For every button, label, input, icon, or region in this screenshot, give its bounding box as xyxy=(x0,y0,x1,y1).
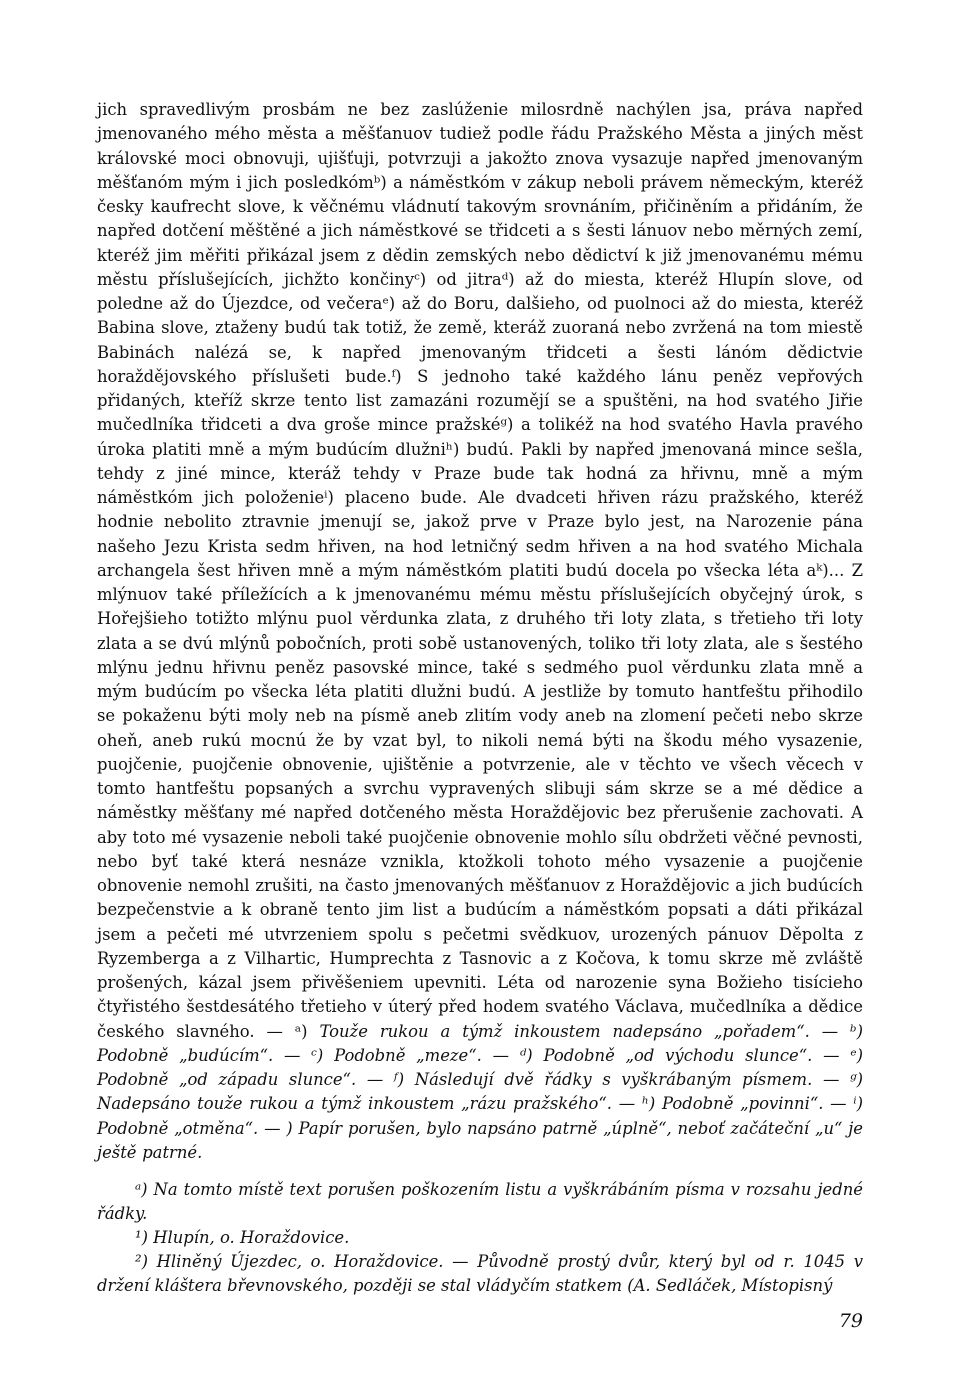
main-paragraph xyxy=(97,98,863,1165)
footnotes xyxy=(97,1178,863,1298)
footnote-a: ᵃ) Na tomto místě text porušen poškozením listu a vyškrábáním písma v rozsahu jedné řádky. xyxy=(97,1180,863,1223)
footnote-1: ¹) Hlupín, o. Horaždovice. xyxy=(135,1228,350,1247)
main-text-body: jich spravedlivým prosbám ne bez zaslúženie milosrdně nachýlen jsa, práva napřed jmenovaného mého města a měšťanuov tudiež podle řádu Pražského Města a jiných měst královské moci obnovuji, ujišťuji, potvrzuji a jakožto znova vysazuje napřed jmenovaným měšťanóm mým i jich posledkómᵇ) a náměstkóm v zákup neboli právem německým, kteréž česky kaufrecht slove, k věčnému vládnutí takovým srovnáním, přičiněním a přidáním, že napřed dotčení měštěné a jich náměstkové se třidceti a s šesti lánuov nebo měrných zemí, kteréž jim měřiti přikázal jsem z dědin zemských nebo dědictví k již jmenovanému mému městu příslušejících, jichžto končinyᶜ) od jitraᵈ) až do miesta, kteréž Hlupín slove, od poledne až do Újezdce, od večeraᵉ) až do Boru, dalšieho, od puolnoci až do miesta, kteréž Babina slove, ztaženy budú tak totiž, že země, kteráž zuoraná nebo zvržená na tom miestě Babinách nalézá se, k napřed jmenovaným třidceti a šesti lánóm dědictvie horaždějovského příslušeti bude.ᶠ) S jednoho také každého lánu peněz vepřových přidaných, kteříž skrze tento list zamazáni rozumějí se a spuštěni, na hod svatého Jiřie mučedlníka třidceti a dva groše mince pražskéᵍ) a tolikéž na hod svatého Havla pravého úroka platiti mně a mým budúcím dlužniʰ) budú. Pakli by napřed jmenovaná mince sešla, tehdy z jiné mince, kteráž tehdy v Praze bude tak hodná za hřivnu, mně a mým náměstkóm jich položenieⁱ) placeno bude. Ale dvadceti hřiven rázu pražského, kteréž hodnie nebolito ztravnie jmenují se, jakož prve v Praze bylo jest, na Narozenie pána našeho Jezu Krista sedm hřiven, na hod letničný sedm hřiven a na hod svatého Michala archangela šest hřiven mně a mým náměstkóm platiti budú docela po všecka léta aᵏ)... Z mlýnuov také příležících a k jmenovanému mému městu příslušejících obyčejný úrok, s Hořejšieho totižto mlýnu puol věrdunka zlata, z druhého tři loty zlata, s třetieho tři loty zlata a se dvú mlýnů pobočních, proti sobě ustanovených, toliko tři loty zlata, ale s šestého mlýnu jednu hřivnu peněz pasovské mince, také s sedmého puol věrdunku zlata mně a mým budúcím po všecka léta platiti dlužni budú. A jestliže by tomuto hantfeštu přihodilo se pokaženu býti moly neb na písmě aneb zlitím vody aneb na zlomení pečeti nebo skrze oheň, aneb rukú mocnú že by vzat byl, to nikoli nemá býti na škodu mého vysazenie, puojčenie, puojčenie obnovenie, ujištěnie a potvrzenie, ale v těchto ve všech věcech v tomto hantfeštu popsaných a svrchu vypravených slibuji sám skrze se a mé dědice a náměstky měšťany mé napřed dotčeného města Horaždějovic bez přerušenie zachovati. A aby toto mé vysazenie neboli také puojčenie obnovenie mohlo sílu obdržeti věčné pevnosti, nebo byť také která nesnáze vznikla, ktožkoli tohoto mého vysazenie a puojčenie obnovenie nemohl zrušiti, na často jmenovaných měšťanuov z Horaždějovic a jich budúcích bezpečenstvie a k obraně tento jim list a budúcím a náměstkóm popsati a dáti přikázal jsem a pečeti mé utvrzeniem spolu s pečetmi svědkuov, urozených pánuov Děpolta z Ryzemberga a z Vilhartic, Humprechta z Tasnovic a z Kočova, k tomu skrze mě zvláště prošených, kázal jsem přivěšeniem upevniti. Léta od narozenie syna Božieho tisícieho čtyřistého šestdesátého třetieho v úterý před hodem svatého Václava, mučedlníka a dědice českého slavného. — ᵃ) xyxy=(97,100,863,1041)
page-number: 79 xyxy=(838,1309,863,1332)
main-text xyxy=(97,98,863,1165)
document-page xyxy=(97,98,863,1338)
footnote-2: ²) Hliněný Újezdec, o. Horaždovice. — Původně prostý dvůr, který byl od r. 1045 v držení kláštera břevnovského, později se stal vládyčím statkem (A. Sedláček, Místopisný xyxy=(97,1252,863,1295)
editorial-notes: Touže rukou a týmž inkoustem nadepsáno „pořadem“. — ᵇ) Podobně „budúcím“. — ᶜ) Podobně „meze“. — ᵈ) Podobně „od východu slunce“. — ᵉ) Podobně „od západu slunce“. — ᶠ) Následují dvě řádky s vyškrábaným písmem. — ᵍ) Nadepsáno touže rukou a týmž inkoustem „rázu pražského“. — ʰ) Podobně „povinni“. — ⁱ) Podobně „otměna“. — ) Papír porušen, bylo napsáno patrně „úplně“, neboť začáteční „u“ je ještě patrné. xyxy=(97,1021,863,1162)
